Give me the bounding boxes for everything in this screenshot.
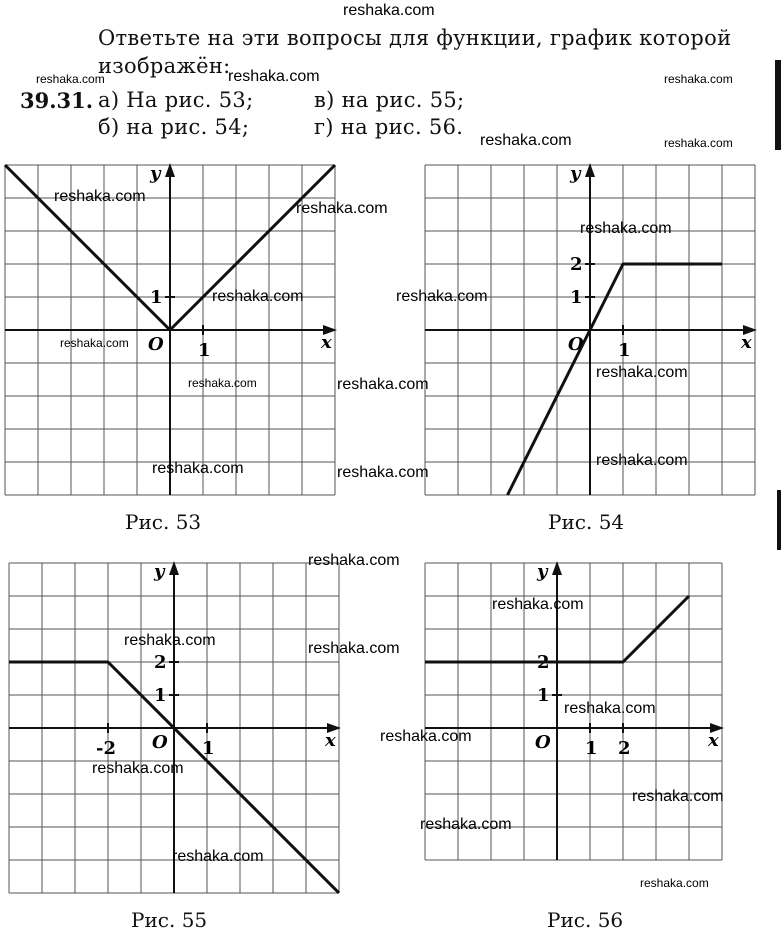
problem-number: 39.31.	[20, 88, 94, 113]
origin-label: O	[152, 732, 168, 753]
x-axis-label: x	[325, 730, 336, 751]
watermark: reshaka.com	[152, 460, 244, 477]
chart-55	[4, 558, 344, 898]
caption-55: Рис. 55	[131, 908, 208, 932]
origin-label: O	[535, 732, 551, 753]
caption-56: Рис. 56	[547, 908, 624, 932]
caption-53: Рис. 53	[125, 510, 202, 534]
watermark: reshaka.com	[492, 596, 584, 613]
page-edge-bar	[777, 490, 781, 550]
y-tick-label: 1	[537, 685, 550, 706]
watermark: reshaka.com	[212, 288, 304, 305]
y-tick-label: 1	[570, 287, 583, 308]
x-axis-label: x	[708, 730, 719, 751]
watermark: reshaka.com	[420, 816, 512, 833]
watermark: reshaka.com	[124, 632, 216, 649]
y-tick-label: 1	[154, 685, 167, 706]
watermark: reshaka.com	[480, 132, 572, 149]
item-v: в) на рис. 55;	[314, 88, 465, 112]
y-axis-label: y	[570, 163, 581, 184]
site-watermark-top: reshaka.com	[343, 2, 435, 19]
origin-label: O	[568, 334, 584, 355]
y-axis-label: y	[150, 163, 161, 184]
x-tick-label: 1	[198, 340, 211, 361]
chart-53	[0, 160, 340, 500]
caption-54: Рис. 54	[548, 510, 625, 534]
watermark: reshaka.com	[228, 68, 320, 85]
x-tick-label: 2	[618, 738, 631, 759]
watermark: reshaka.com	[632, 788, 724, 805]
watermark: reshaka.com	[596, 364, 688, 381]
intro-line-2: изображён:	[98, 54, 231, 78]
watermark: reshaka.com	[36, 72, 105, 86]
y-tick-label: 2	[570, 254, 583, 275]
y-tick-label: 2	[537, 652, 550, 673]
chart-54	[420, 160, 760, 500]
x-tick-label: 1	[585, 738, 598, 759]
x-axis-label: x	[741, 332, 752, 353]
x-axis-label: x	[321, 332, 332, 353]
x-tick-label: 1	[202, 738, 215, 759]
watermark: reshaka.com	[596, 452, 688, 469]
y-axis-label: y	[537, 561, 548, 582]
watermark: reshaka.com	[188, 376, 257, 390]
x-tick-label: 1	[618, 340, 631, 361]
origin-label: O	[148, 334, 164, 355]
watermark: reshaka.com	[337, 376, 429, 393]
watermark: reshaka.com	[664, 136, 733, 150]
item-a: а) На рис. 53;	[98, 88, 254, 112]
watermark: reshaka.com	[396, 288, 488, 305]
watermark: reshaka.com	[60, 336, 129, 350]
y-axis-label: y	[154, 561, 165, 582]
watermark: reshaka.com	[172, 848, 264, 865]
watermark: reshaka.com	[308, 552, 400, 569]
watermark: reshaka.com	[296, 200, 388, 217]
item-b: б) на рис. 54;	[98, 115, 250, 139]
y-tick-label: 2	[154, 652, 167, 673]
x-tick-label: -2	[96, 738, 116, 759]
page-edge-bar	[775, 60, 781, 150]
watermark: reshaka.com	[664, 72, 733, 86]
watermark: reshaka.com	[54, 188, 146, 205]
watermark: reshaka.com	[640, 876, 709, 890]
watermark: reshaka.com	[580, 220, 672, 237]
y-tick-label: 1	[150, 287, 163, 308]
watermark: reshaka.com	[564, 700, 656, 717]
watermark: reshaka.com	[308, 640, 400, 657]
watermark: reshaka.com	[337, 464, 429, 481]
item-g: г) на рис. 56.	[314, 115, 464, 139]
watermark: reshaka.com	[92, 760, 184, 777]
intro-line-1: Ответьте на эти вопросы для функции, график которой	[98, 26, 732, 50]
watermark: reshaka.com	[380, 728, 472, 745]
